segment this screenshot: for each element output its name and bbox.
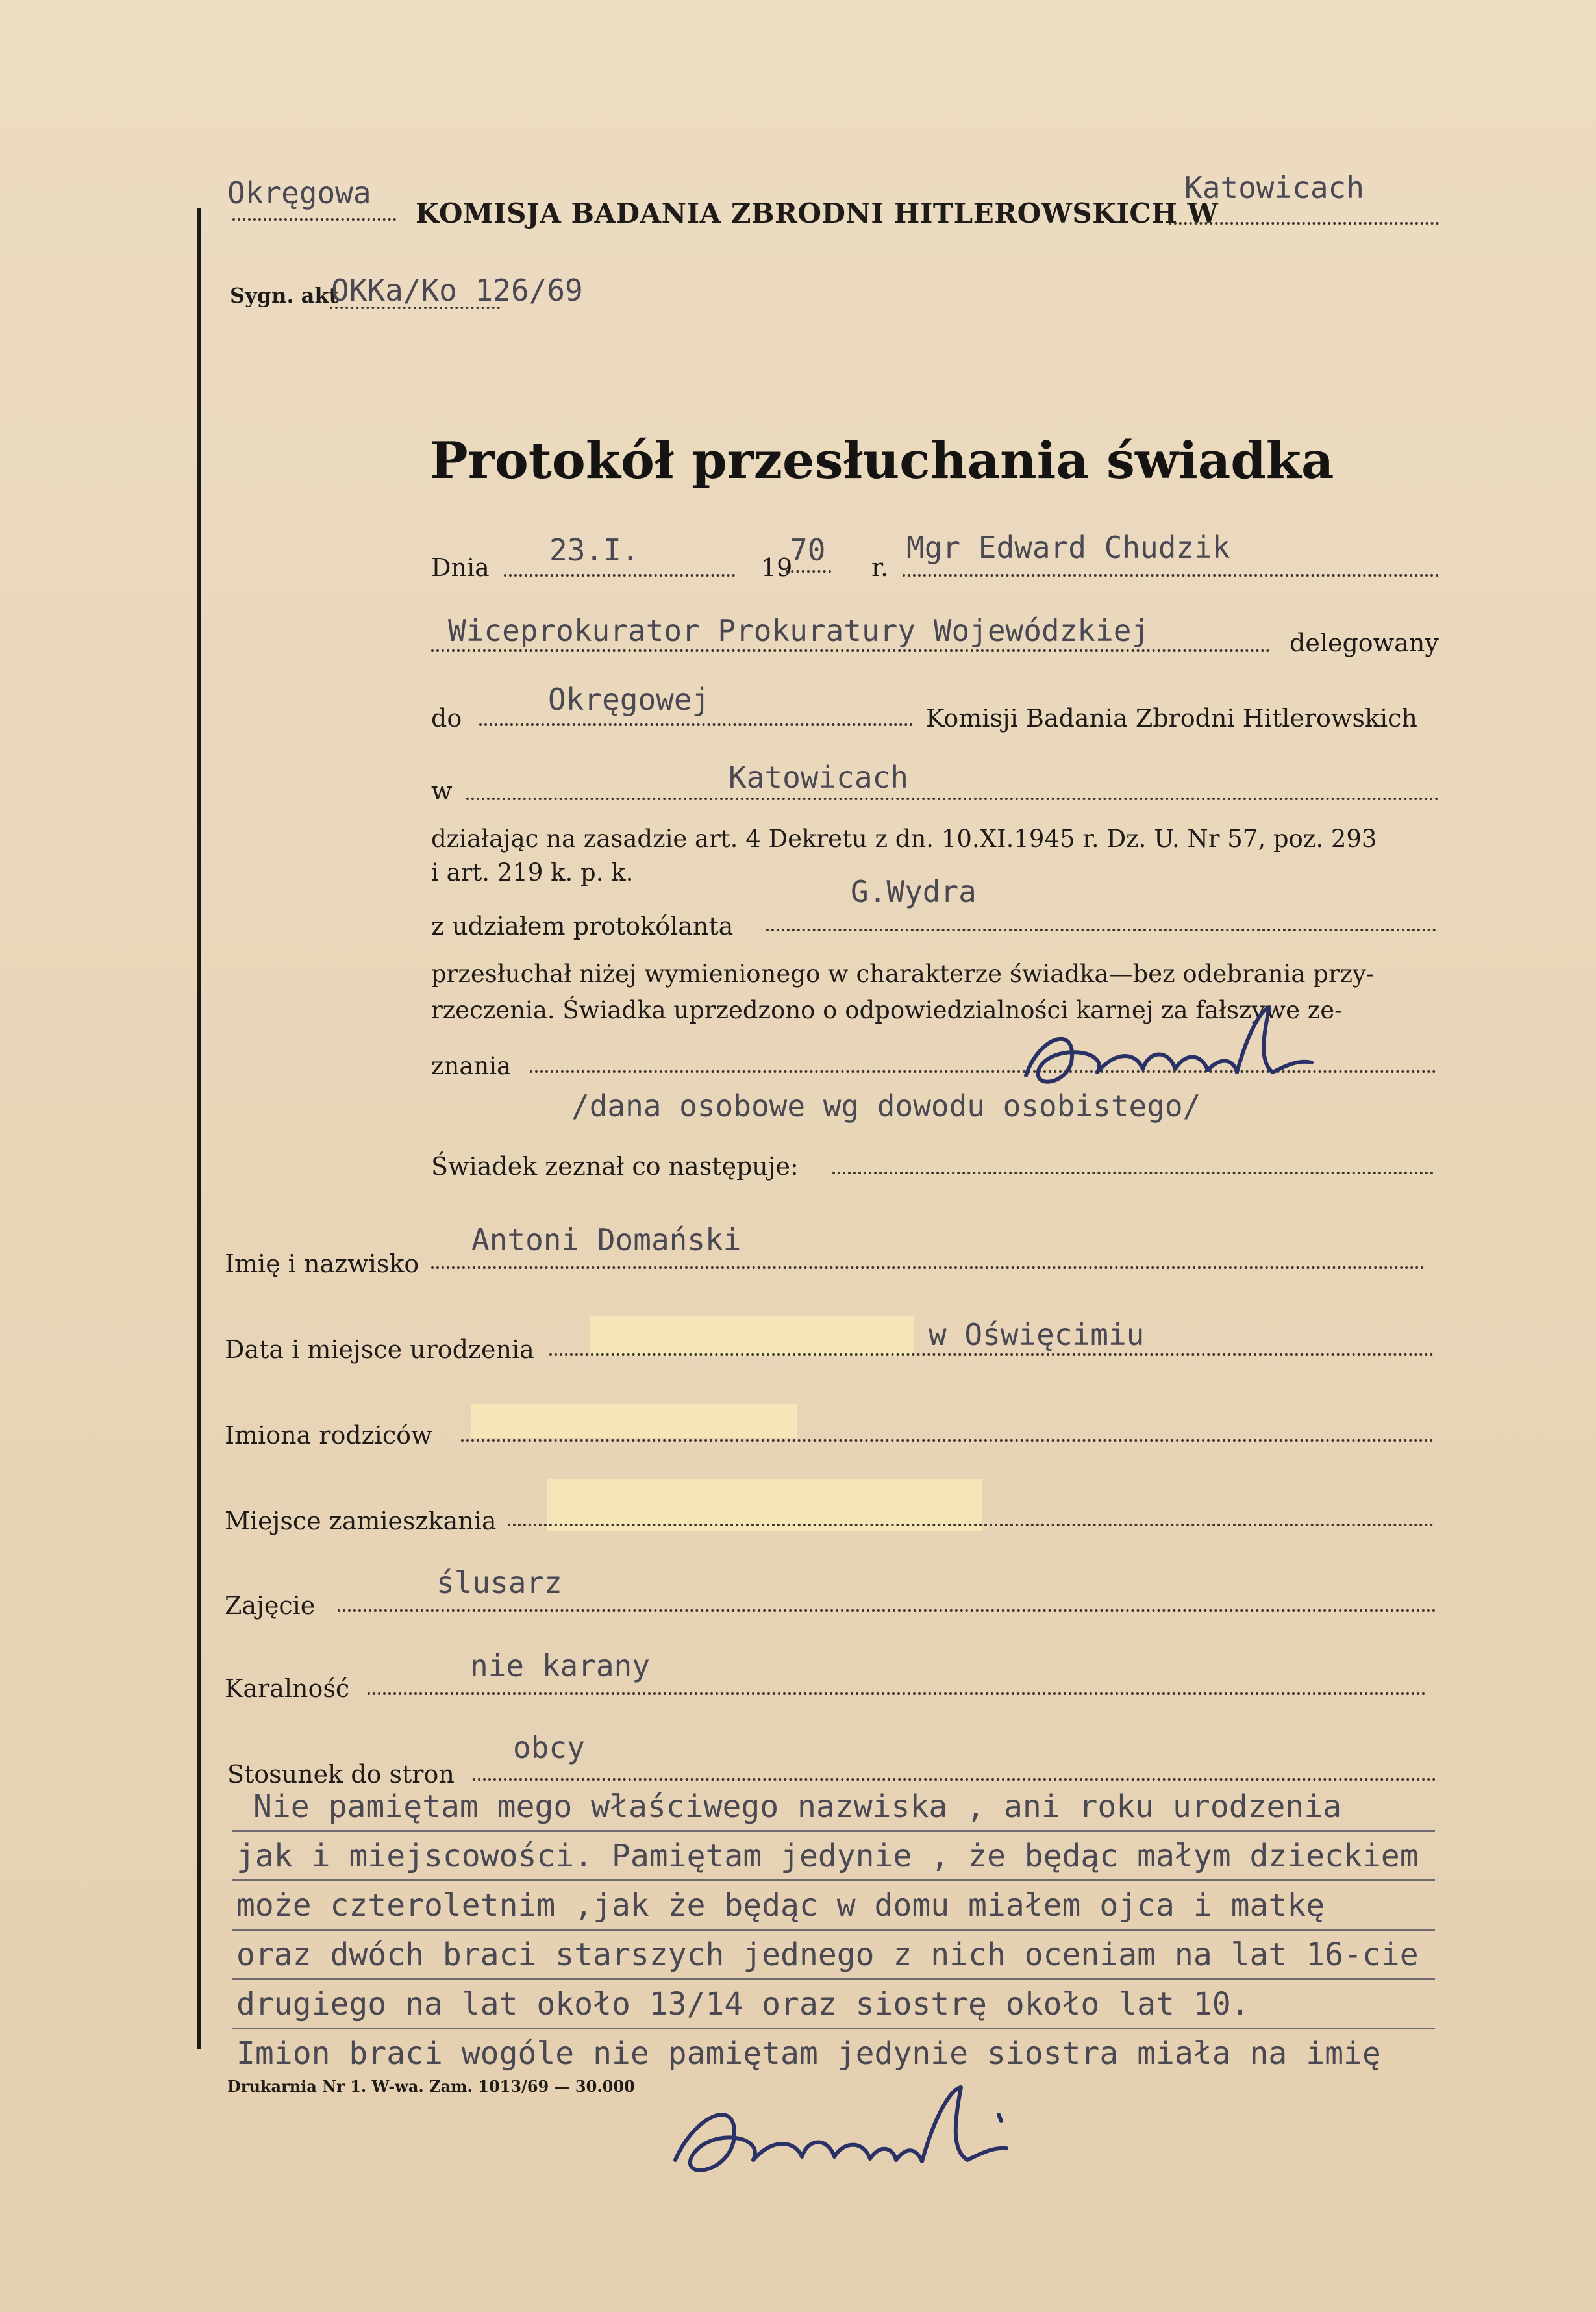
- delegated-label: delegowany: [1290, 629, 1439, 657]
- testimony-line: może czteroletnim ,jak że będąc w domu miałem ojca i matkę: [236, 1887, 1325, 1924]
- birth-label: Data i miejsce urodzenia: [225, 1335, 534, 1364]
- dotted-line: [549, 1353, 1434, 1356]
- witness-text-1: przesłuchał niżej wymienionego w charakterze świadka—bez odebrania przy-: [431, 960, 1375, 988]
- record-label: Karalność: [225, 1674, 350, 1703]
- birth-value: w Oświęcimiu: [929, 1317, 1145, 1352]
- name-value: Antoni Domański: [471, 1222, 742, 1257]
- dotted-line: [431, 1266, 1425, 1269]
- witness-text-3: znania: [431, 1052, 512, 1080]
- year-prefix: 19: [761, 553, 793, 582]
- occupation-value: ślusarz: [436, 1565, 562, 1600]
- dotted-line: [330, 307, 500, 309]
- protocolist-value: G.Wydra: [851, 874, 977, 909]
- dotted-line: [473, 1778, 1436, 1781]
- commission-title: KOMISJA BADANIA ZBRODNI HITLEROWSKICH W: [416, 197, 1219, 229]
- commission-full: Komisji Badania Zbrodni Hitlerowskich: [926, 704, 1417, 733]
- date-value: 23.I.: [549, 533, 640, 568]
- protocolist-label: z udziałem protokólanta: [431, 912, 734, 940]
- file-ref-value: OKKa/Ko 126/69: [331, 273, 583, 308]
- parents-label: Imiona rodziców: [225, 1421, 432, 1450]
- date-label: Dnia: [431, 553, 490, 582]
- margin-line: [197, 208, 201, 2049]
- dotted-line: [766, 929, 1436, 931]
- relation-value: obcy: [513, 1730, 585, 1765]
- dotted-line: [338, 1609, 1436, 1612]
- examiner-position: Wiceprokurator Prokuratury Wojewódzkiej: [448, 613, 1150, 648]
- occupation-label: Zajęcie: [225, 1591, 316, 1620]
- witness-text-2: rzeczenia. Świadka uprzedzono o odpowiedzialności karnej za fałszywe ze-: [431, 996, 1343, 1024]
- underline: [232, 1929, 1435, 1931]
- witness-signature: [656, 2076, 1019, 2186]
- residence-label: Miejsce zamieszkania: [225, 1507, 497, 1535]
- testimony-line: Imion braci wogóle nie pamiętam jedynie siostra miała na imię: [236, 2035, 1381, 2072]
- testimony-line: Nie pamiętam mego właściwego nazwiska , ani roku urodzenia: [253, 1789, 1342, 1825]
- dotted-line: [368, 1692, 1426, 1695]
- witness-signature-small: [1013, 998, 1325, 1095]
- dotted-line: [508, 1524, 1434, 1526]
- dotted-line: [431, 649, 1270, 652]
- underline: [232, 2028, 1435, 2029]
- dotted-line: [832, 1172, 1434, 1174]
- record-value: nie karany: [470, 1648, 650, 1683]
- underline: [232, 1978, 1435, 1980]
- examiner-name: Mgr Edward Chudzik: [906, 530, 1230, 565]
- dotted-line: [232, 218, 396, 221]
- redacted-birth-date: [590, 1316, 914, 1356]
- testimony-label: Świadek zeznał co następuje:: [431, 1152, 799, 1181]
- in-label: w: [431, 777, 453, 805]
- redacted-parents: [471, 1404, 797, 1438]
- to-label: do: [431, 704, 462, 733]
- to-value: Okręgowej: [548, 682, 710, 717]
- dotted-line: [461, 1439, 1434, 1442]
- printer-note: Drukarnia Nr 1. W-wa. Zam. 1013/69 — 30.000: [227, 2077, 635, 2096]
- city-handwritten: Katowicach: [1184, 170, 1364, 205]
- legal-basis-2: i art. 219 k. p. k.: [431, 859, 634, 886]
- dotted-line: [903, 574, 1439, 577]
- in-value: Katowicach: [729, 760, 908, 795]
- id-note: /dana osobowe wg dowodu osobistego/: [571, 1088, 1201, 1124]
- relation-label: Stosunek do stron: [227, 1760, 455, 1789]
- dotted-line: [1169, 222, 1439, 225]
- legal-basis-1: działając na zasadzie art. 4 Dekretu z dn. 10.XI.1945 r. Dz. U. Nr 57, poz. 293: [431, 825, 1377, 853]
- file-ref-label: Sygn. akt: [230, 283, 339, 308]
- district-handwritten: Okręgowa: [227, 175, 371, 210]
- dotted-line: [504, 574, 735, 577]
- year-suffix: 70: [790, 533, 826, 568]
- underline: [232, 1879, 1435, 1881]
- dotted-line: [466, 798, 1439, 800]
- document-title: Protokół przesłuchania świadka: [430, 431, 1334, 490]
- underline: [232, 1830, 1435, 1832]
- name-label: Imię i nazwisko: [225, 1250, 419, 1278]
- testimony-line: jak i miejscowości. Pamiętam jedynie , że będąc małym dzieckiem: [236, 1838, 1419, 1874]
- year-r: r.: [871, 553, 889, 582]
- testimony-line: drugiego na lat około 13/14 oraz siostrę około lat 10.: [236, 1986, 1250, 2022]
- testimony-line: oraz dwóch braci starszych jednego z nich oceniam na lat 16-cie: [236, 1937, 1419, 1973]
- dotted-line: [786, 570, 831, 573]
- dotted-line: [479, 723, 913, 726]
